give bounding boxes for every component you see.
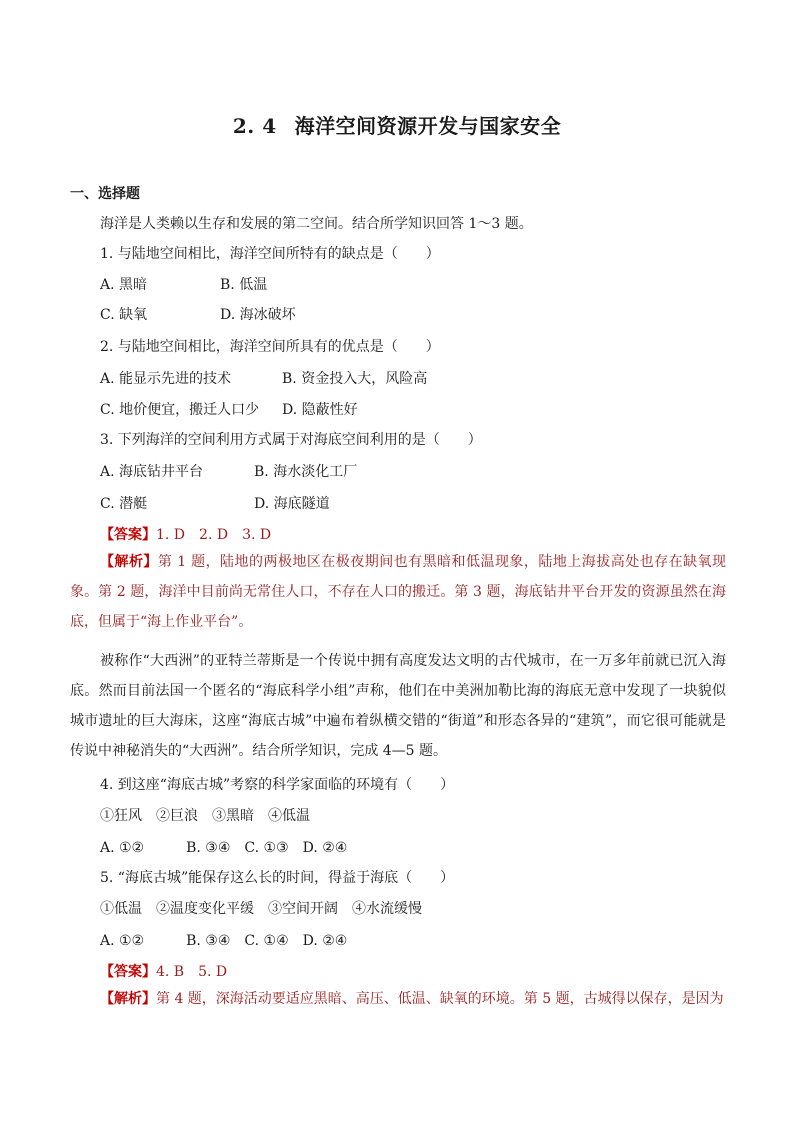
analysis-tag: 【解析】 — [100, 991, 156, 1007]
answer-2 — [100, 961, 227, 981]
option-d: D. 隐蔽性好 — [282, 402, 358, 418]
question-3-stem: 3. 下列海洋的空间利用方式属于对海底空间利用的是（ ） — [100, 432, 482, 448]
answer-1 — [100, 524, 271, 544]
option-a: A. 能显示先进的技术 — [100, 371, 232, 387]
analysis-text: 第 4 题，深海活动要适应黑暗、高压、低温、缺氧的环境。第 5 题，古城得以保存，是因为 — [156, 991, 724, 1007]
question-1-options-row-2 — [100, 304, 296, 324]
title-number: 2. 4 — [232, 114, 277, 138]
analysis-1 — [70, 547, 726, 637]
option-c: C. 缺氧 — [100, 307, 148, 323]
option-c: C. 地价便宜，搬迁人口少 — [100, 402, 260, 418]
question-2-stem: 2. 与陆地空间相比，海洋空间所具有的优点是（ ） — [100, 339, 440, 355]
option-b: B. 低温 — [220, 277, 268, 293]
intro-text-2: 被称作“大西洲”的亚特兰蒂斯是一个传说中拥有高度发达文明的古代城市，在一万多年前就已沉入海底。然而目前法国一个匿名的“海底科学小组”声称，他们在中美洲加勒比海的海底无意中发现了一块貌似城市遗址的巨大海床，这座“海底古城”中遍布着纵横交错的“街道”和形态各异的“建筑”，而它很可能就是传说中神秘消失的“大西洲”。结合所学知识，完成 4—5 题。 — [70, 653, 726, 759]
question-4-stem: 4. 到这座“海底古城”考察的科学家面临的环境有（ ） — [100, 777, 455, 793]
option-c: C. 潜艇 — [100, 496, 148, 512]
analysis-text: 第 1 题，陆地的两极地区在极夜期间也有黑暗和低温现象，陆地上海拔高处也存在缺氧现象。第 2 题，海洋中目前尚无常住人口，不存在人口的搬迁。第 3 题，海底钻井平台开发的资源虽然在海底，但属于“海上作业平台”。 — [70, 554, 727, 630]
answer-tag: 【答案】 — [100, 527, 156, 543]
question-3-options-row-2 — [100, 493, 330, 513]
question-5-stem: 5. “海底古城”能保存这么长的时间，得益于海底（ ） — [100, 870, 455, 886]
question-2-options-row-2 — [100, 399, 358, 419]
analysis-2 — [70, 984, 726, 1014]
section-heading: 一、选择题 — [70, 186, 140, 202]
option-b: B. 海水淡化工厂 — [254, 464, 358, 480]
title-text: 海洋空间资源开发与国家安全 — [294, 114, 562, 138]
option-b: B. 资金投入大，风险高 — [282, 371, 428, 387]
page-title — [0, 110, 794, 139]
question-4-items: ①狂风 ②巨浪 ③黑暗 ④低温 — [100, 808, 310, 824]
question-1-options-row-1 — [100, 274, 267, 294]
intro-text-1: 海洋是人类赖以生存和发展的第二空间。结合所学知识回答 1～3 题。 — [100, 216, 533, 232]
question-2-options-row-1 — [100, 368, 427, 388]
question-1-stem: 1. 与陆地空间相比，海洋空间所特有的缺点是（ ） — [100, 246, 440, 262]
analysis-tag: 【解析】 — [100, 554, 158, 570]
question-5-options: A. ①② B. ③④ C. ①④ D. ②④ — [100, 933, 348, 949]
answer-text: 1. D 2. D 3. D — [156, 527, 272, 543]
question-5-items: ①低温 ②温度变化平缓 ③空间开阔 ④水流缓慢 — [100, 901, 422, 917]
answer-text: 4. B 5. D — [156, 964, 228, 980]
option-d: D. 海底隧道 — [254, 496, 330, 512]
option-a: A. 海底钻井平台 — [100, 464, 204, 480]
answer-tag: 【答案】 — [100, 964, 156, 980]
question-4-options: A. ①② B. ③④ C. ①③ D. ②④ — [100, 840, 348, 856]
option-a: A. 黑暗 — [100, 277, 148, 293]
option-d: D. 海冰破坏 — [220, 307, 296, 323]
question-3-options-row-1 — [100, 461, 357, 481]
